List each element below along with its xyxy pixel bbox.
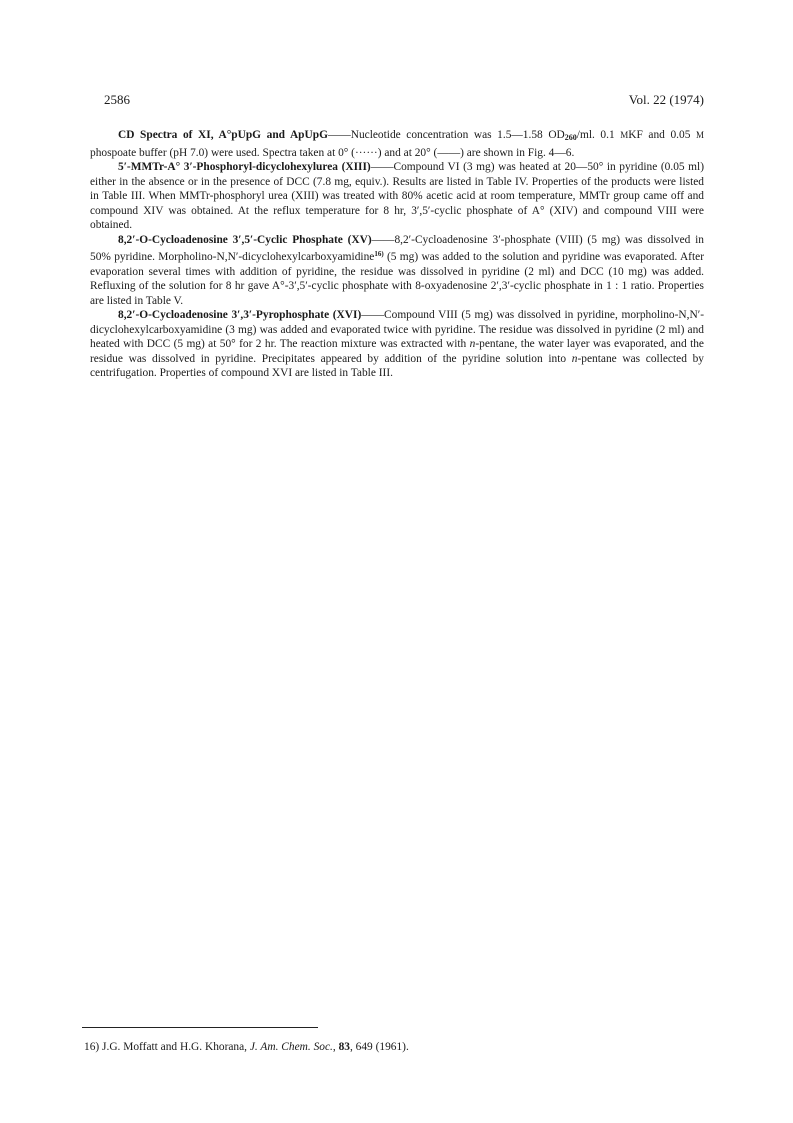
molar-unit: M xyxy=(620,130,629,140)
volume-label: Vol. 22 (1974) xyxy=(628,92,704,107)
paragraph-heading: CD Spectra of XI, A°pUpG and ApUpG xyxy=(118,129,328,141)
footnote-separator: , xyxy=(332,1041,339,1053)
footnote-volume: 83 xyxy=(338,1041,350,1053)
paragraph-text: -pentane, the water layer was evaporated, and the residue was dissolved in pyridine. Precipitates appeared by addition of the pyridine solution into xyxy=(90,338,704,365)
paragraph-text: Nucleotide concentration was 1.5—1.58 OD xyxy=(350,129,565,141)
paragraph-text: phospoate buffer (pH 7.0) were used. Spectra taken at 0° (······) and at 20° (——) are shown in Fig. 4—6. xyxy=(90,146,575,159)
molar-unit: M xyxy=(696,130,705,140)
footnote-divider xyxy=(82,1027,318,1028)
paragraph-text: 8,2′-Cycloadenosine 3′-phosphate (VIII) (5 mg) was dissolved in 50% pyridine. Morpholino-N,N′-dicyclohexylcarboxyamidine xyxy=(90,233,704,263)
paragraph-heading: 5′-MMTr-A° 3′-Phosphoryl-dicyclohexylurea (XIII) xyxy=(118,161,371,173)
footnote-pages-year: , 649 (1961). xyxy=(349,1041,409,1053)
heading-dash: —— xyxy=(371,233,395,246)
footnote-authors: J.G. Moffatt and H.G. Khorana, xyxy=(99,1041,250,1053)
heading-dash: —— xyxy=(327,129,351,141)
heading-dash: —— xyxy=(361,309,385,321)
italic-n: n xyxy=(469,338,476,350)
page-number: 2586 xyxy=(104,92,130,107)
italic-n: n xyxy=(571,352,578,365)
article-body xyxy=(90,128,704,381)
paragraph-cd-spectra xyxy=(90,128,704,160)
footnote-number: 16) xyxy=(84,1041,100,1053)
paragraph-heading: 8,2′-O-Cycloadenosine 3′,3′-Pyrophosphate (XVI) xyxy=(118,309,362,321)
paragraph-text: -pentane was collected by centrifugation. Properties of compound XVI are listed in Table III. xyxy=(90,352,704,379)
paragraph-text: KF and 0.05 xyxy=(628,129,696,141)
footnote xyxy=(84,1041,704,1053)
footnote-journal: J. Am. Chem. Soc. xyxy=(249,1041,333,1053)
paragraph-text: Compound VI (3 mg) was heated at 20—50° in pyridine (0.05 ml) either in the absence or in the presence of DCC (7.8 mg, equiv.). Results are listed in Table IV. Properties of the products were listed in Table III. When MMTr-phosphoryl urea (XIII) was treated with 80% acetic acid at room temperature, MMTr group came off and compound XIV was obtained. At the reflux temperature for 8 hr, 3′,5′-cyclic phosphate of A° (XIV) and compound VIII were obtained. xyxy=(90,161,704,231)
footnote-reference: 16) xyxy=(374,250,384,258)
heading-dash: —— xyxy=(370,161,394,173)
paragraph-text: /ml. 0.1 xyxy=(576,129,621,141)
subscript: 260 xyxy=(564,133,577,142)
page-header xyxy=(104,92,704,110)
paragraph-mmtr-phosphoryl xyxy=(90,160,704,233)
paragraph-cyclic-phosphate xyxy=(90,233,704,309)
paragraph-text: Compound VIII (5 mg) was dissolved in pyridine, morpholino-N,N′-dicyclohexylcarboxyamidine (3 mg) was added and evaporated twice with pyridine. The residue was dissolved in pyridine (2 ml) and heated with DCC (5 mg) at 50° for 2 hr. The reaction mixture was extracted with xyxy=(90,309,704,350)
paragraph-text: (5 mg) was added to the solution and pyridine was evaporated. After evaporation several times with addition of pyridine, the residue was dissolved in pyridine (2 ml) and DCC (10 mg) was added. Refluxing of the solution for 8 hr gave A°-3′,5′-cyclic phosphate with 8-oxyadenosine 2′,3′-cyclic phosphate in 1 : 1 ratio. Properties are listed in Table V. xyxy=(90,251,704,307)
paragraph-pyrophosphate xyxy=(90,308,704,381)
paragraph-heading: 8,2′-O-Cycloadenosine 3′,5′-Cyclic Phosphate (XV) xyxy=(118,233,372,246)
